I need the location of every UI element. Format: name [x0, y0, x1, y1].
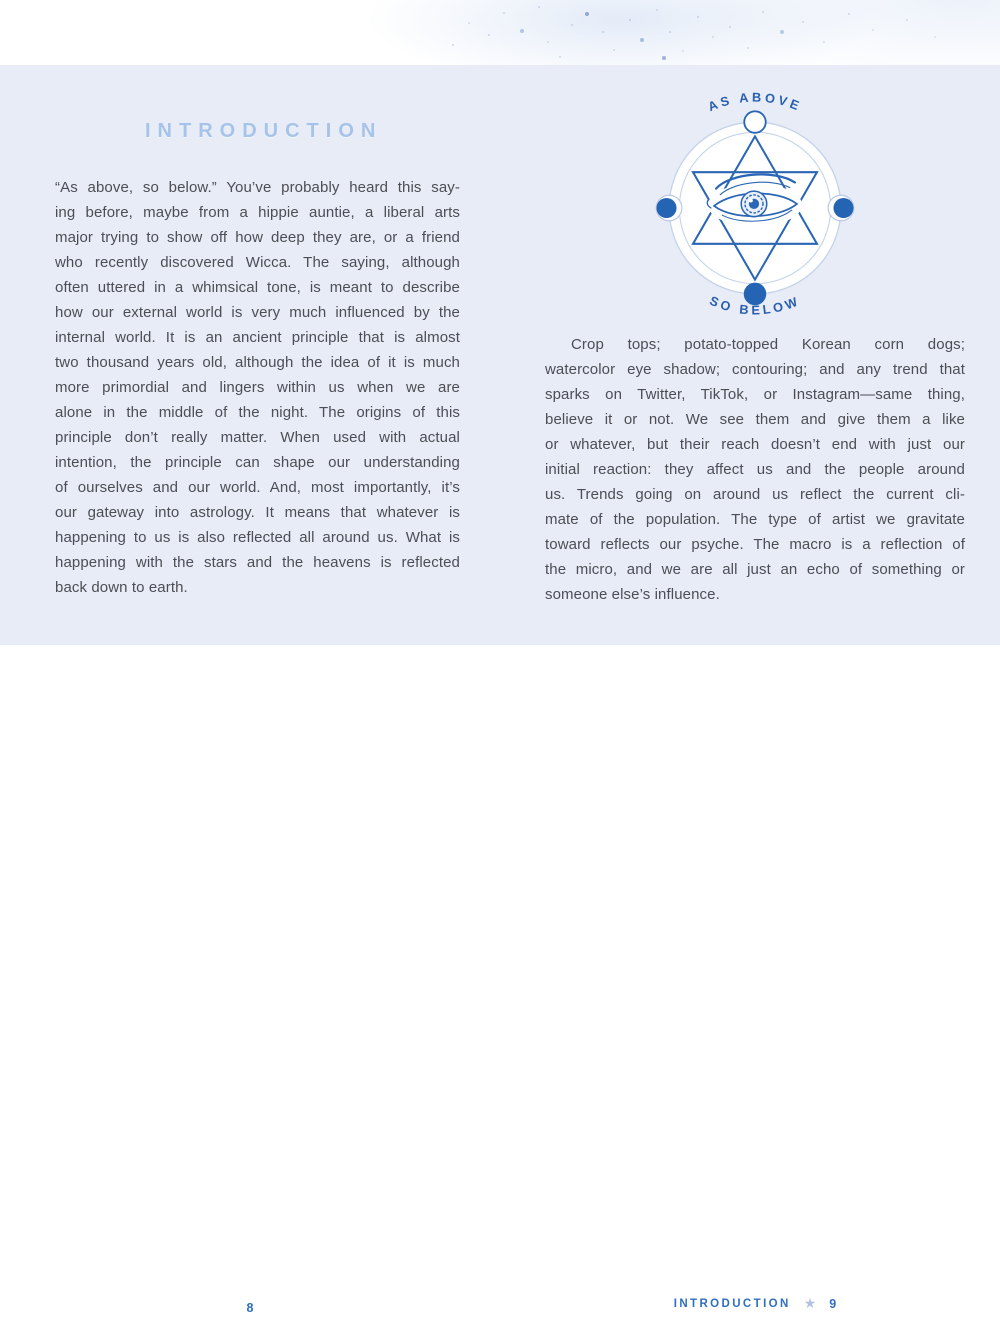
text-line: “As above, so below.” You’ve probably heard this say-	[55, 179, 460, 196]
text-line: happening to us is also reflected all around us. What is	[55, 529, 460, 546]
text-line: toward reflects our psyche. The macro is a reflection of	[545, 536, 965, 553]
as-above-so-below-illustration	[632, 75, 878, 346]
text-line: intention, the principle can shape our understanding	[55, 454, 460, 471]
text-line: of ourselves and our world. And, most importantly, it’s	[55, 479, 460, 496]
text-line: ing before, maybe from a hippie auntie, a liberal arts	[55, 204, 460, 221]
text-line: mate of the population. The type of artist we gravitate	[545, 511, 965, 528]
left-page-footer	[0, 1299, 500, 1317]
left-page-number: 8	[246, 1301, 254, 1315]
text-line: our gateway into astrology. It means that whatever is	[55, 504, 460, 521]
text-line: who recently discovered Wicca. The saying, although	[55, 254, 460, 271]
chapter-title: INTRODUCTION	[145, 120, 383, 142]
right-page-paragraph	[545, 332, 965, 607]
left-page-paragraph	[55, 175, 460, 600]
text-line: internal world. It is an ancient principle that is almost	[55, 329, 460, 346]
text-line: us. Trends going on around us reflect the current cli-	[545, 486, 965, 503]
star-icon: ★	[803, 1296, 817, 1312]
footer-chapter-label: INTRODUCTION	[673, 1298, 791, 1310]
top-margin-band	[0, 0, 1000, 65]
moon-phase-top-icon	[744, 111, 765, 132]
moon-phase-left-icon	[656, 195, 682, 221]
text-line: believe it or not. We see them and give them a like	[545, 411, 965, 428]
bottom-arc-label: SO BELOW	[707, 292, 803, 318]
text-line: or whatever, but their reach doesn’t end with just our	[545, 436, 965, 453]
mystic-emblem-svg	[632, 75, 878, 341]
text-line: alone in the middle of the night. The origins of this	[55, 404, 460, 421]
text-line: more primordial and lingers within us when we are	[55, 379, 460, 396]
star-speckles-decoration	[0, 0, 2, 2]
moon-phase-bottom-icon	[744, 283, 767, 306]
text-line: major trying to show off how deep they are, or a friend	[55, 229, 460, 246]
text-line: often uttered in a whimsical tone, is meant to describe	[55, 279, 460, 296]
text-line: back down to earth.	[55, 579, 188, 596]
text-line: the micro, and we are all just an echo of something or	[545, 561, 965, 578]
text-line: someone else’s influence.	[545, 586, 720, 603]
right-page-number: 9	[829, 1297, 837, 1311]
top-arc-label: AS ABOVE	[705, 89, 805, 115]
left-page-column	[55, 120, 460, 600]
text-line: two thousand years old, although the idea of it is much	[55, 354, 460, 371]
text-line: watercolor eye shadow; contouring; and any trend that	[545, 361, 965, 378]
moon-phase-right-icon	[828, 195, 854, 221]
text-line: Crop tops; potato-topped Korean corn dogs;	[571, 336, 965, 353]
text-line: how our external world is very much influenced by the	[55, 304, 460, 321]
text-line: sparks on Twitter, TikTok, or Instagram—same thing,	[545, 386, 965, 403]
text-line: principle don’t really matter. When used with actual	[55, 429, 460, 446]
text-line: happening with the stars and the heavens is reflected	[55, 554, 460, 571]
text-line: initial reaction: they affect us and the people around	[545, 461, 965, 478]
right-page-footer	[545, 1297, 965, 1311]
bottom-margin-band	[0, 645, 1000, 1315]
right-page-column	[545, 75, 965, 607]
